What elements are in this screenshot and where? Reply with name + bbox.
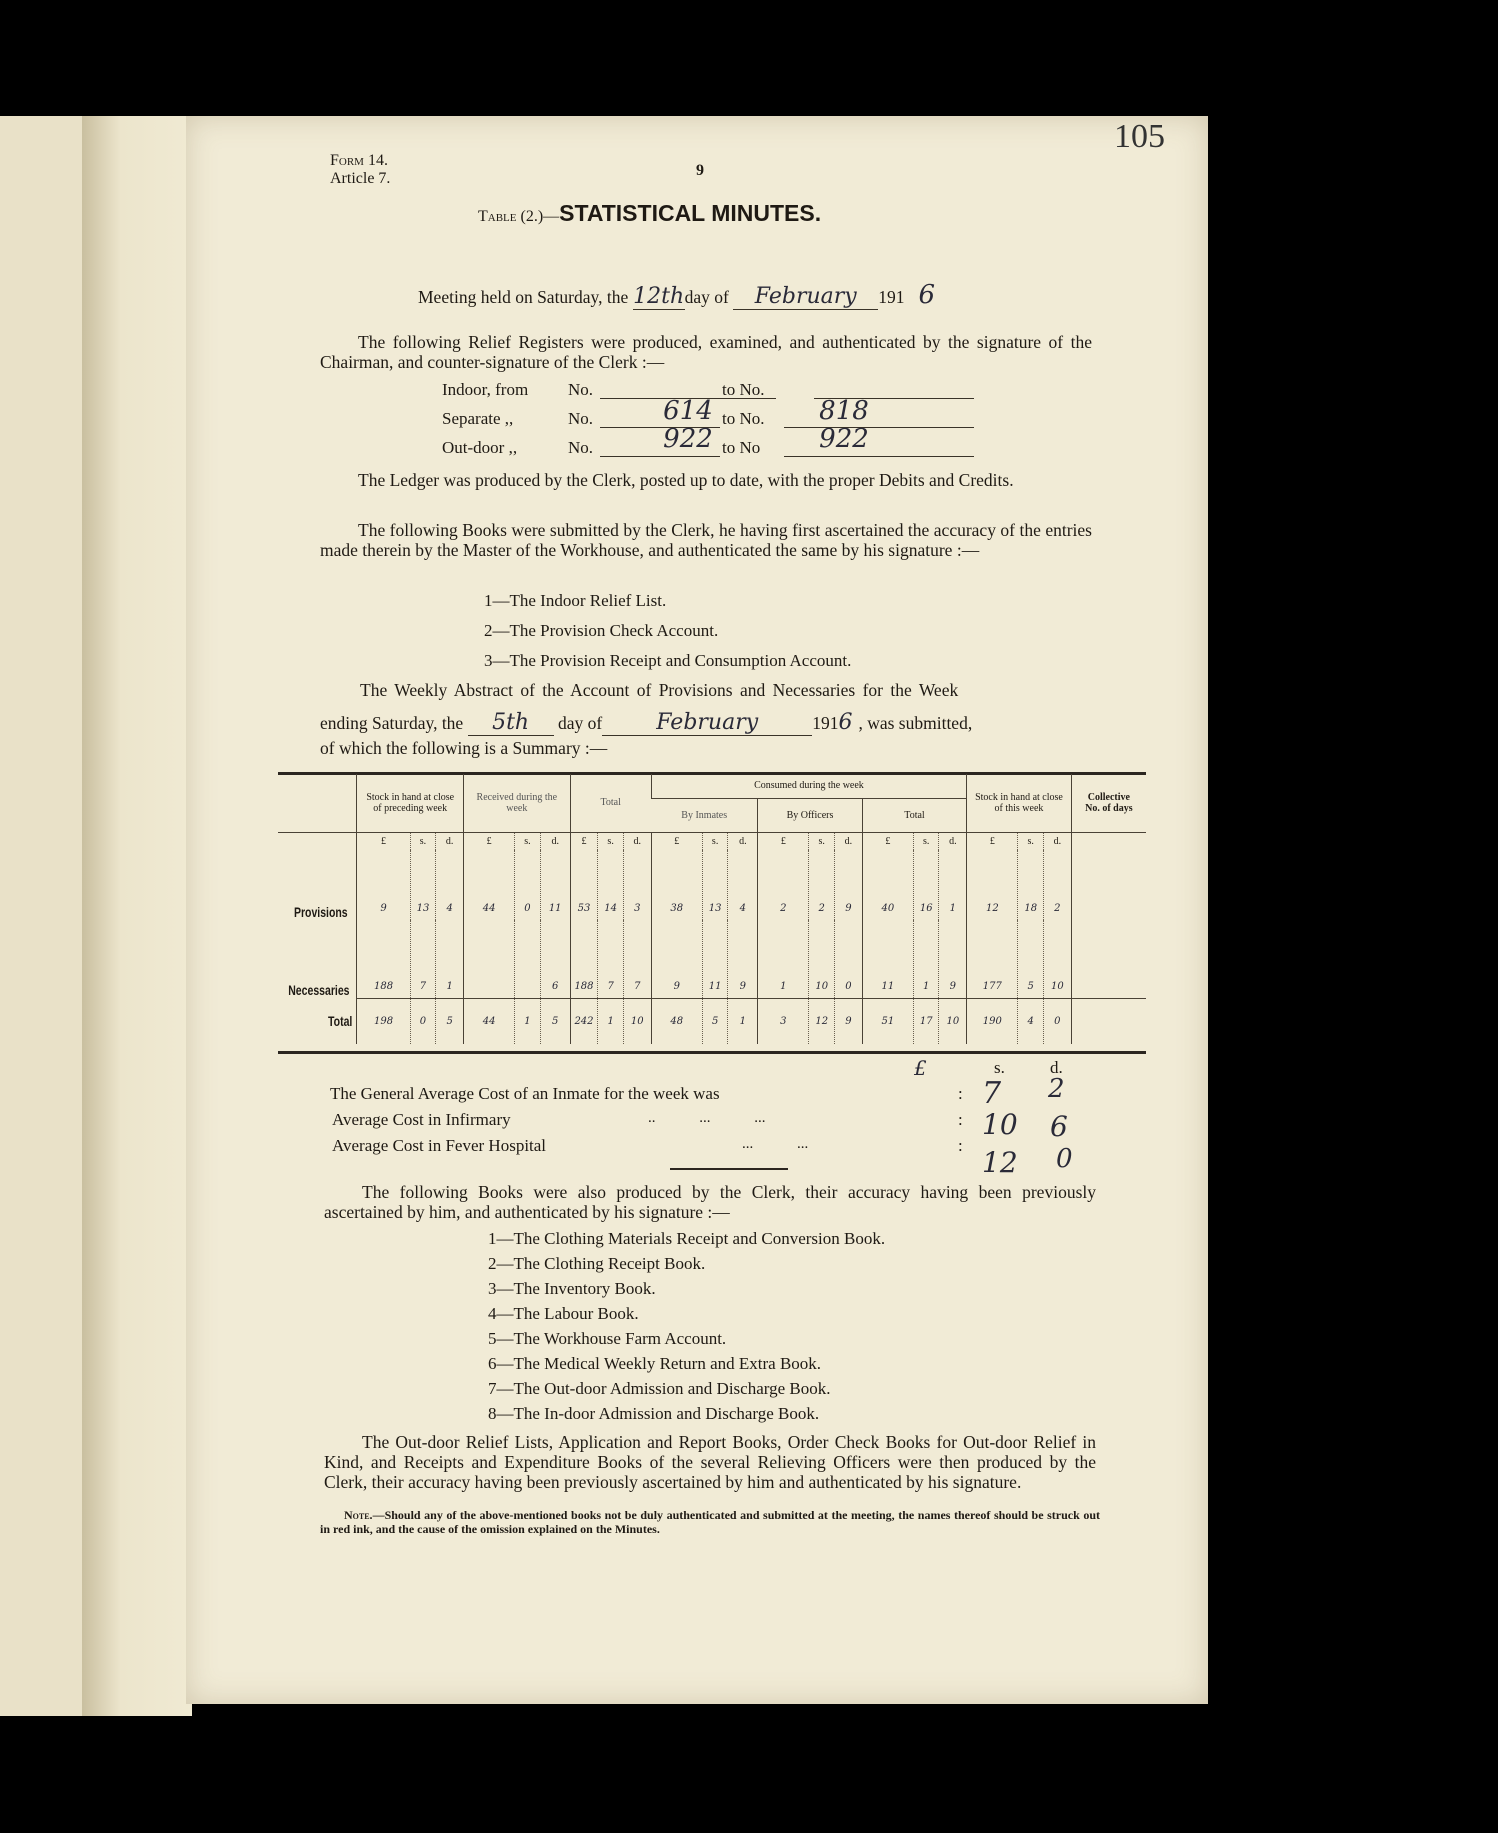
table-cell: 5: [540, 998, 570, 1044]
table-bottom-rule: [278, 1051, 1146, 1054]
table-cell: 38: [651, 850, 702, 920]
table-cell: 2: [1043, 850, 1071, 920]
left-page-edge: [0, 116, 85, 1716]
register-from: 614: [663, 396, 713, 426]
outdoor-paragraph: The Out-door Relief Lists, Application and Report Books, Order Check Books for Out-door Relief in Kind, and Receipts and Expenditure Books of the several Relieving Officers were then produced by the Clerk, their accuracy having been previously ascertained by him and authenticated by his signature.: [324, 1432, 1096, 1492]
table-cell: 198: [357, 998, 410, 1044]
table-cell: 10: [1043, 920, 1071, 998]
table-cell: 9: [939, 920, 967, 998]
header-consumed: Consumed during the week: [651, 774, 967, 798]
list-item: 1—The Indoor Relief List.: [484, 591, 667, 610]
table-cell: 9: [357, 850, 410, 920]
unit-label: £: [464, 832, 515, 850]
header-collective: Collective No. of days: [1071, 774, 1146, 832]
table-cell: 12: [967, 850, 1018, 920]
table-cell: 188: [570, 920, 598, 998]
header-stock-close: Stock in hand at close of this week: [967, 774, 1071, 832]
table-cell: 9: [651, 920, 702, 998]
register-no: No.: [568, 438, 594, 457]
table-cell: 48: [651, 998, 702, 1044]
unit-label: d.: [728, 832, 758, 850]
abstract-ending: ending Saturday, the: [320, 713, 464, 733]
table-cell: 51: [862, 998, 913, 1044]
meeting-year-digit: 6: [918, 280, 936, 310]
cost-label: Average Cost in Fever Hospital: [332, 1136, 547, 1155]
table-cell: 0: [1043, 998, 1071, 1044]
registers-intro: The following Relief Registers were produced, examined, and authenticated by the signature of the Chairman, and counter-signature of the Clerk :—: [320, 332, 1092, 372]
register-label: Separate ,,: [442, 409, 514, 428]
table-cell: 7: [598, 920, 624, 998]
abstract-day: 5th: [468, 710, 554, 736]
list-item: 2—The Provision Check Account.: [484, 621, 719, 640]
cost-label: Average Cost in Infirmary: [332, 1110, 511, 1129]
page-number: 105: [1114, 118, 1165, 155]
cost-pound-header: £: [914, 1056, 927, 1080]
table-cell: 5: [702, 998, 728, 1044]
table-cell: 2: [758, 850, 809, 920]
abstract-month: February: [602, 710, 812, 736]
unit-label: £: [967, 832, 1018, 850]
table-cell: 0: [410, 998, 436, 1044]
cost-filler: .. ... ...: [648, 1110, 766, 1126]
meeting-text: Meeting held on Saturday, the: [418, 287, 629, 307]
table-cell: 3: [623, 850, 651, 920]
table-cell: 2: [809, 850, 835, 920]
abstract-year-prefix: 191: [812, 713, 839, 733]
register-to-value: 818: [819, 396, 869, 426]
cost-shillings: 7: [982, 1076, 1002, 1111]
table-cell: 7: [410, 920, 436, 998]
table-cell: 1: [913, 920, 939, 998]
table-cell: 190: [967, 998, 1018, 1044]
unit-label: s.: [809, 832, 835, 850]
register-from: 922: [663, 424, 713, 454]
books-list: [484, 586, 851, 676]
table-cell: 12: [809, 998, 835, 1044]
meeting-month: February: [733, 284, 878, 310]
unit-label: £: [862, 832, 913, 850]
row-label: Provisions: [293, 904, 348, 920]
cost-colon: :: [958, 1110, 963, 1129]
also-books-list: [488, 1226, 885, 1426]
row-label: Total: [328, 1013, 353, 1029]
table-cell: 14: [598, 850, 624, 920]
abstract-line2: [320, 710, 972, 736]
table-cell: 40: [862, 850, 913, 920]
table-cell: [515, 920, 541, 998]
table-cell: 10: [623, 998, 651, 1044]
unit-label: £: [758, 832, 809, 850]
unit-label: d.: [939, 832, 967, 850]
table-cell: 53: [570, 850, 598, 920]
list-item: 3—The Provision Receipt and Consumption Account.: [484, 651, 852, 670]
table-cell: [464, 920, 515, 998]
table-cell: 13: [410, 850, 436, 920]
unit-label: d.: [835, 832, 863, 850]
list-item: 4—The Labour Book.: [488, 1304, 639, 1323]
table-cell: 18: [1018, 850, 1044, 920]
table-cell: 177: [967, 920, 1018, 998]
table-cell: 3: [758, 998, 809, 1044]
article-label: Article 7.: [330, 170, 391, 187]
list-item: 7—The Out-door Admission and Discharge Book.: [488, 1379, 831, 1398]
register-to: to No.: [722, 409, 765, 428]
table-cell: 17: [913, 998, 939, 1044]
register-label: Out-door ,,: [442, 438, 518, 457]
unit-label: £: [651, 832, 702, 850]
table-cell: 4: [1018, 998, 1044, 1044]
register-to: to No.: [722, 380, 765, 399]
header-received: Received during the week: [464, 774, 571, 832]
abstract-day-of: day of: [557, 713, 603, 733]
table-row: [278, 920, 1146, 998]
unit-label: d.: [623, 832, 651, 850]
register-to-line: [784, 456, 974, 457]
books-intro: The following Books were submitted by the Clerk, he having first ascertained the accuracy of the entries made therein by the Master of the Workhouse, and authenticated the same by his signature :—: [320, 520, 1092, 560]
unit-label: s.: [913, 832, 939, 850]
row-label: Necessaries: [288, 982, 350, 998]
cost-colon: :: [958, 1136, 963, 1155]
register-label: Indoor, from: [442, 380, 529, 399]
table-cell: 11: [540, 850, 570, 920]
register-to: to No: [722, 438, 761, 457]
meeting-day-of: day of: [684, 287, 729, 307]
cost-shillings: 10: [982, 1108, 1018, 1141]
table-cell: 1: [939, 850, 967, 920]
cost-colon: :: [958, 1084, 963, 1103]
list-item: 6—The Medical Weekly Return and Extra Book.: [488, 1354, 822, 1373]
register-from-line: [600, 456, 720, 457]
table-cell: 1: [758, 920, 809, 998]
meeting-day: 12th: [633, 284, 685, 309]
also-intro: The following Books were also produced by the Clerk, their accuracy having been previously ascertained by him, and authenticated by his signature :—: [324, 1182, 1096, 1222]
table-cell: 11: [862, 920, 913, 998]
note: [320, 1508, 1100, 1536]
table-cell: 16: [913, 850, 939, 920]
table-cell: 1: [436, 920, 464, 998]
unit-label: s.: [515, 832, 541, 850]
title-main: STATISTICAL MINUTES.: [559, 200, 822, 226]
table-cell: 6: [540, 920, 570, 998]
page-title: [478, 200, 821, 227]
note-text: —Should any of the above-mentioned books not be duly authenticated and submitted at the meeting, the names thereof should be struck out in red ink, and the cause of the omission explained on the Minutes.: [320, 1508, 1100, 1536]
list-item: 5—The Workhouse Farm Account.: [488, 1329, 727, 1348]
table-cell: 9: [835, 998, 863, 1044]
register-no: No.: [568, 409, 594, 428]
table-cell: 9: [835, 850, 863, 920]
table-cell: 4: [436, 850, 464, 920]
list-item: 2—The Clothing Receipt Book.: [488, 1254, 706, 1273]
cost-shillings: 12: [982, 1146, 1018, 1179]
ledger-paragraph: The Ledger was produced by the Clerk, posted up to date, with the proper Debits and Credits.: [358, 470, 1014, 490]
cost-label: The General Average Cost of an Inmate for the week was: [330, 1084, 720, 1103]
unit-label: £: [357, 832, 410, 850]
table-cell: 0: [515, 850, 541, 920]
table-cell: 0: [835, 920, 863, 998]
header-total: Total: [570, 774, 651, 832]
document-page: [186, 116, 1208, 1704]
table-cell: 5: [1018, 920, 1044, 998]
table-cell: 242: [570, 998, 598, 1044]
divider: [670, 1168, 788, 1170]
meeting-line: [418, 280, 935, 310]
list-item: 8—The In-door Admission and Discharge Book.: [488, 1404, 820, 1423]
abstract-submitted: , was submitted,: [858, 713, 973, 733]
book-gutter: [82, 116, 192, 1716]
unit-label: s.: [410, 832, 436, 850]
unit-label: s.: [598, 832, 624, 850]
table-cell: 11: [702, 920, 728, 998]
table-cell: 9: [728, 920, 758, 998]
unit-label: s.: [1018, 832, 1044, 850]
unit-label: s.: [702, 832, 728, 850]
title-prefix: Table (2.)—: [478, 208, 560, 225]
unit-label: d.: [436, 832, 464, 850]
note-label: Note.: [344, 1508, 373, 1522]
folio-number: 9: [696, 162, 704, 179]
cost-pence: 0: [1056, 1144, 1073, 1174]
header-stock-prev: Stock in hand at close of preceding week: [357, 774, 464, 832]
table-cell: 13: [702, 850, 728, 920]
table-cell: 1: [515, 998, 541, 1044]
form-label: Form 14.: [330, 152, 388, 169]
header-consumed-total: Total: [862, 798, 967, 832]
table-cell: 4: [728, 850, 758, 920]
table-cell: 44: [464, 998, 515, 1044]
units-row: [278, 832, 1146, 850]
abstract-line1: The Weekly Abstract of the Account of Provisions and Necessaries for the Week: [360, 680, 959, 700]
register-to-value: 922: [819, 424, 869, 454]
cost-filler: ... ...: [742, 1136, 809, 1152]
cost-pence: 2: [1048, 1074, 1065, 1104]
header-by-officers: By Officers: [758, 798, 862, 832]
header-by-inmates: By Inmates: [681, 809, 728, 821]
unit-label: £: [570, 832, 598, 850]
table-row: [278, 998, 1146, 1044]
summary-table: [278, 774, 1146, 1044]
abstract-summary: of which the following is a Summary :—: [320, 738, 608, 758]
list-item: 1—The Clothing Materials Receipt and Conversion Book.: [488, 1229, 886, 1248]
unit-label: d.: [540, 832, 570, 850]
abstract-year-digit: 6: [838, 710, 853, 735]
table-cell: 44: [464, 850, 515, 920]
table-cell: 7: [623, 920, 651, 998]
register-no: No.: [568, 380, 594, 399]
meeting-year-prefix: 191: [878, 287, 905, 307]
table-cell: 1: [728, 998, 758, 1044]
table-cell: 1: [598, 998, 624, 1044]
cost-d-header: d.: [1050, 1058, 1063, 1077]
table-cell: 5: [436, 998, 464, 1044]
unit-label: d.: [1043, 832, 1071, 850]
table-cell: 188: [357, 920, 410, 998]
cost-s-header: s.: [994, 1058, 1005, 1077]
table-cell: 10: [809, 920, 835, 998]
list-item: 3—The Inventory Book.: [488, 1279, 656, 1298]
table-cell: 10: [939, 998, 967, 1044]
cost-pence: 6: [1050, 1110, 1068, 1143]
table-row: [278, 850, 1146, 920]
